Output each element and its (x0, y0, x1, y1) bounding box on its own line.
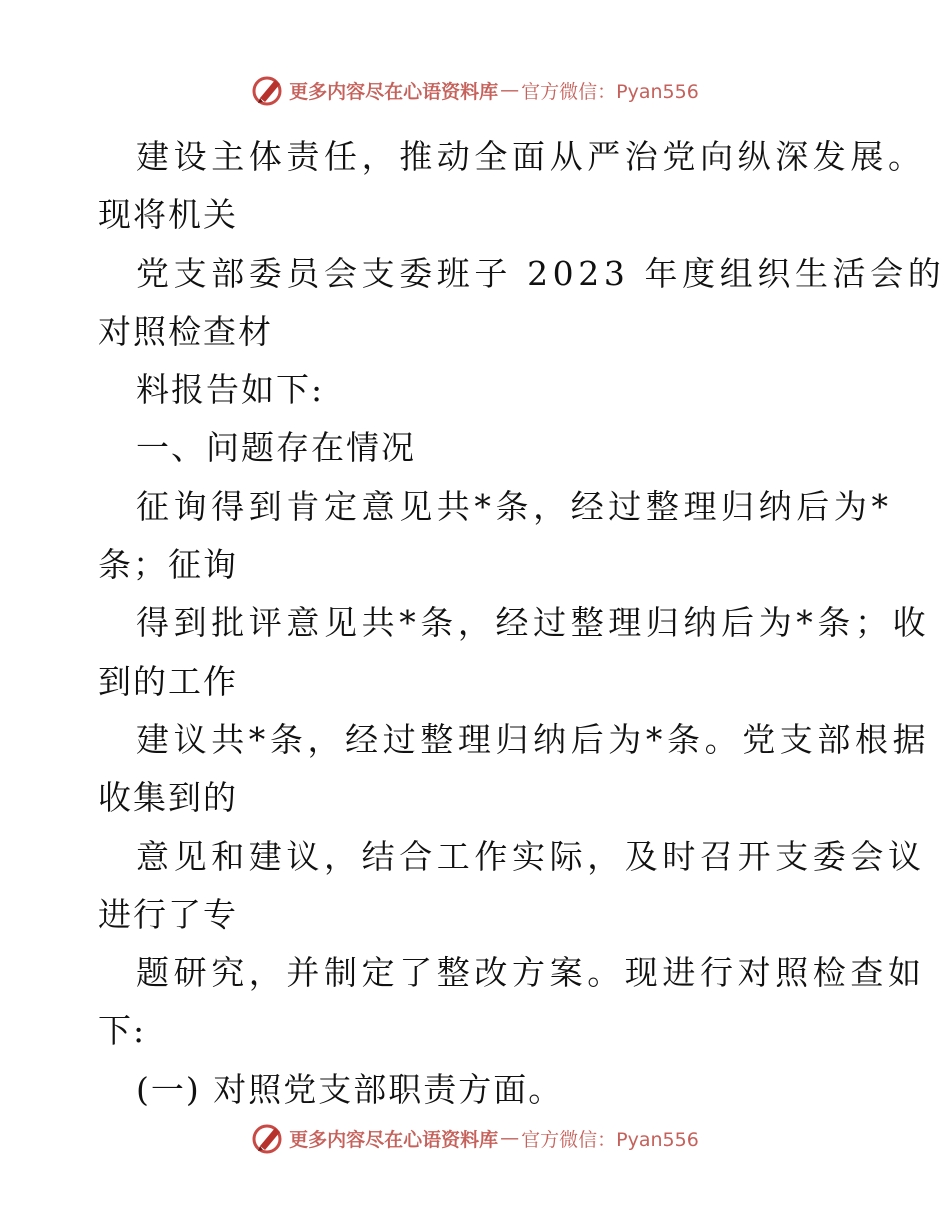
subsection-heading: (一) 对照党支部职责方面。 (136, 1069, 564, 1109)
text-line: 到的工作 (98, 661, 238, 701)
text-line: 建议共*条，经过整理归纳后为*条。党支部根据 (136, 719, 931, 759)
text-line: 现将机关 (98, 195, 238, 235)
watermark-wechat: 官方微信：Pyan556 (521, 1128, 699, 1151)
text-line: 下: (98, 1011, 147, 1051)
text-line: 征询得到肯定意见共*条，经过整理归纳后为* (136, 486, 893, 526)
pen-logo-icon (251, 73, 285, 107)
text-line: 题研究，并制定了整改方案。现进行对照检查如 (136, 953, 926, 993)
watermark-wechat: 官方微信：Pyan556 (521, 80, 699, 103)
text-line: 对照检查材 (98, 311, 273, 351)
text-line: 党支部委员会支委班子 2023 年度组织生活会的 (136, 253, 946, 293)
text-line: 建设主体责任，推动全面从严治党向纵深发展。 (136, 137, 926, 176)
watermark-separator: — (500, 1127, 520, 1149)
text-line: 得到批评意见共*条，经过整理归纳后为*条；收 (136, 603, 931, 643)
watermark-highlight: 更多内容尽在心语资料库 (289, 80, 499, 103)
text-line: 意见和建议，结合工作实际，及时召开支委会议 (136, 836, 926, 876)
watermark-highlight: 更多内容尽在心语资料库 (289, 1128, 499, 1151)
watermark-banner-top (0, 70, 950, 110)
watermark-banner-bottom (0, 1118, 950, 1158)
document-body (98, 128, 946, 1119)
text-line: 料报告如下: (136, 370, 325, 410)
section-heading: 一、问题存在情况 (136, 428, 416, 468)
text-line: 进行了专 (98, 894, 238, 934)
watermark-separator: — (500, 79, 520, 101)
pen-logo-icon (251, 1121, 285, 1155)
text-line: 收集到的 (98, 778, 238, 818)
text-line: 条；征询 (98, 545, 238, 585)
